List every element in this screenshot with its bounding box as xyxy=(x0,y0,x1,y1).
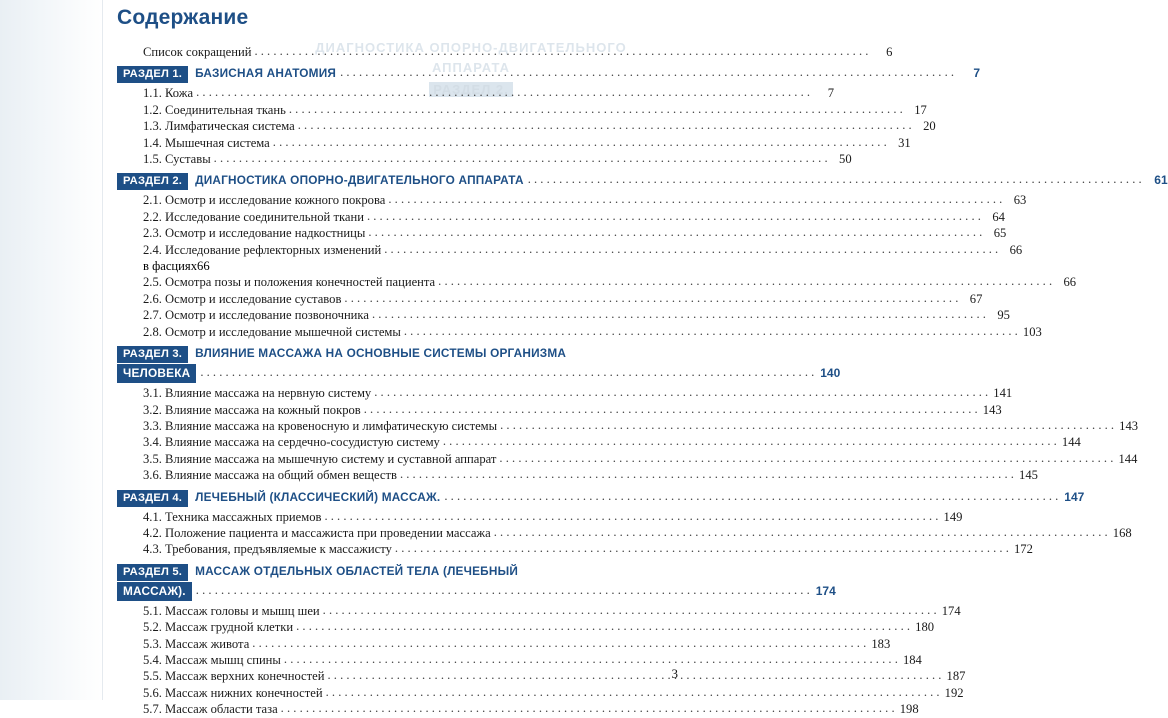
toc-entry-label: 3.3. Влияние массажа на кровеносную и лимфатическую системы xyxy=(143,418,498,433)
ghost-text-line-1: ДИАГНОСТИКА ОПОРНО-ДВИГАТЕЛЬНОГО xyxy=(315,40,627,55)
toc-leader-dots xyxy=(340,65,954,77)
toc-section-title-continued xyxy=(117,582,836,601)
toc-entry[interactable] xyxy=(117,467,1038,483)
toc-entry-page: 198 xyxy=(899,702,919,717)
toc-section-page: 147 xyxy=(1064,489,1085,504)
toc-leader-dots xyxy=(254,43,868,55)
toc-entry-page: 7 xyxy=(827,86,835,101)
toc-section-page: 174 xyxy=(815,583,836,598)
toc-leader-dots xyxy=(326,684,940,696)
toc-leader-dots xyxy=(298,117,912,129)
toc-entry-label: 4.2. Положение пациента и массажиста при проведении массажа xyxy=(143,525,491,540)
toc-entry-label: 1.2. Соединительная ткань xyxy=(143,102,286,117)
toc-section-tag: РАЗДЕЛ 4. xyxy=(117,490,188,507)
toc-entry-label: 2.7. Осмотр и исследование позвоночника xyxy=(143,308,369,323)
toc-entry-label: 5.5. Массаж верхних конечностей xyxy=(143,669,325,684)
toc-entry-page: 141 xyxy=(993,386,1013,401)
toc-entry-page: 174 xyxy=(941,603,961,618)
toc-entry[interactable] xyxy=(117,451,1138,467)
toc-leader-dots xyxy=(289,101,903,113)
page-content xyxy=(117,6,1168,718)
toc-section[interactable] xyxy=(117,489,1085,507)
toc-entry[interactable] xyxy=(117,291,983,307)
toc-section-title: ЛЕЧЕБНЫЙ (КЛАССИЧЕСКИЙ) МАССАЖ. xyxy=(195,489,441,504)
toc-entry-wrapped-line[interactable] xyxy=(117,258,677,274)
toc-entry[interactable] xyxy=(117,102,927,118)
toc-entry-page: 183 xyxy=(871,636,891,651)
toc-leader-dots xyxy=(344,290,958,302)
toc-entry-page: 143 xyxy=(982,402,1002,417)
toc-entry[interactable] xyxy=(117,307,1010,323)
toc-entry-label: 4.3. Требования, предъявляемые к массажисту xyxy=(143,542,392,557)
toc-entry-page: 180 xyxy=(915,620,935,635)
toc-entry[interactable] xyxy=(117,135,911,151)
toc-entry-label: 1.3. Лимфатическая система xyxy=(143,119,295,134)
toc-entry-label: 1.4. Мышечная система xyxy=(143,135,270,150)
toc-entry[interactable] xyxy=(117,636,891,652)
toc-section-title: ВЛИЯНИЕ МАССАЖА НА ОСНОВНЫЕ СИСТЕМЫ ОРГАНИЗМА xyxy=(195,346,567,361)
toc-entry[interactable] xyxy=(117,541,1033,557)
toc-leader-dots xyxy=(400,466,1014,478)
toc-entry-label: 2.6. Осмотр и исследование суставов xyxy=(143,291,342,306)
toc-leader-dots xyxy=(499,450,1113,462)
toc-entry-page: 66 xyxy=(1009,242,1023,257)
page-number: 3 xyxy=(671,666,678,681)
toc-leader-dots xyxy=(252,635,866,647)
toc-entry-page: 168 xyxy=(1112,525,1132,540)
toc-section-tag: РАЗДЕЛ 5. xyxy=(117,564,188,581)
toc-section[interactable] xyxy=(117,66,981,83)
toc-leader-dots xyxy=(443,433,1057,445)
toc-leader-dots xyxy=(528,172,1142,184)
toc-section-bar xyxy=(117,489,1085,507)
toc-entry[interactable] xyxy=(117,324,1042,340)
toc-entry-page: 144 xyxy=(1061,435,1081,450)
toc-leader-dots xyxy=(364,401,978,413)
toc-leader-dots xyxy=(327,667,941,679)
toc-leader-dots xyxy=(500,417,1114,429)
toc-section[interactable] xyxy=(117,563,836,601)
toc-leader-dots xyxy=(200,365,814,377)
toc-entry[interactable] xyxy=(117,418,1139,434)
toc-entry[interactable] xyxy=(117,209,1005,225)
toc-section[interactable] xyxy=(117,173,1168,190)
toc-entry[interactable] xyxy=(117,619,935,635)
toc-leader-dots xyxy=(388,191,1002,203)
toc-entry[interactable] xyxy=(117,242,1023,258)
toc-entry-label: 2.4. Исследование рефлекторных изменений xyxy=(143,242,382,257)
toc-section-page: 7 xyxy=(973,66,981,81)
toc-leader-dots xyxy=(494,524,1108,536)
toc-leader-dots xyxy=(438,273,1052,285)
page-title: Содержание xyxy=(117,6,249,29)
toc-section-page: 61 xyxy=(1154,173,1168,188)
toc-entry-page: 67 xyxy=(969,291,983,306)
toc-entry-page: 20 xyxy=(923,119,936,134)
toc-leader-dots xyxy=(444,489,1058,501)
toc-entry-label: 3.6. Влияние массажа на общий обмен веществ xyxy=(143,468,397,483)
toc-entry-label: 3.4. Влияние массажа на сердечно-сосудистую систему xyxy=(143,435,440,450)
toc-leader-dots xyxy=(284,651,898,663)
toc-entry-page: 103 xyxy=(1022,324,1042,339)
toc-entry-label: 2.8. Осмотр и исследование мышечной системы xyxy=(143,324,401,339)
toc-entry[interactable] xyxy=(117,685,964,701)
page-sheet xyxy=(103,0,1168,717)
toc-entry[interactable] xyxy=(117,525,1132,541)
toc-entry[interactable] xyxy=(117,509,963,525)
toc-entry-label: 3.1. Влияние массажа на нервную систему xyxy=(143,386,372,401)
toc-section-bar xyxy=(117,564,677,581)
toc-entry[interactable] xyxy=(117,225,1007,241)
toc-leader-dots xyxy=(374,384,988,396)
toc-entry-wrapped-page: 66 xyxy=(197,259,210,274)
toc-entry-label: 1.1. Кожа xyxy=(143,86,194,101)
toc-entry-page: 65 xyxy=(993,226,1007,241)
toc-section-title: МАССАЖ ОТДЕЛЬНЫХ ОБЛАСТЕЙ ТЕЛА (ЛЕЧЕБНЫЙ xyxy=(195,563,519,578)
toc-section-tag: РАЗДЕЛ 1. xyxy=(117,66,188,83)
ghost-text-line-2: АППАРАТА xyxy=(431,60,511,75)
toc-entry-label: 2.3. Осмотр и исследование надкостницы xyxy=(143,226,366,241)
toc-leader-dots xyxy=(372,306,986,318)
toc-entry-label: 2.2. Исследование соединительной ткани xyxy=(143,209,364,224)
toc-leader-dots xyxy=(404,323,1018,335)
toc-entry-label: 4.1. Техника массажных приемов xyxy=(143,509,322,524)
toc-entry-label: 2.1. Осмотр и исследование кожного покрова xyxy=(143,193,386,208)
table-of-contents xyxy=(117,44,1168,718)
toc-entry-page: 172 xyxy=(1013,542,1033,557)
toc-entry-page: 184 xyxy=(902,652,922,667)
toc-entry-page: 64 xyxy=(992,209,1005,224)
toc-entry[interactable] xyxy=(117,85,835,101)
toc-entry[interactable] xyxy=(117,385,1013,401)
toc-entry-label: 5.3. Массаж живота xyxy=(143,636,250,651)
toc-entry[interactable] xyxy=(117,652,922,668)
toc-entry-page: 50 xyxy=(839,152,852,167)
toc-leader-dots xyxy=(196,583,810,595)
toc-entry-label: 3.5. Влияние массажа на мышечную систему и суставной аппарат xyxy=(143,451,497,466)
toc-entry[interactable] xyxy=(117,668,966,684)
toc-section-tag: РАЗДЕЛ 3. xyxy=(117,346,188,363)
toc-entry[interactable] xyxy=(117,118,936,134)
toc-entry[interactable] xyxy=(117,402,1002,418)
toc-entry-page: 143 xyxy=(1119,418,1139,433)
toc-entry-page: 149 xyxy=(943,509,963,524)
toc-leader-dots xyxy=(214,150,828,162)
toc-leader-dots xyxy=(273,134,887,146)
toc-leader-dots xyxy=(281,700,895,712)
toc-entry-page: 66 xyxy=(1063,275,1077,290)
toc-entry-page: 6 xyxy=(886,45,893,59)
toc-entry-label: 2.5. Осмотра позы и положения конечностей пациента xyxy=(143,275,436,290)
toc-leader-dots xyxy=(395,540,1009,552)
toc-entry-label: 1.5. Суставы xyxy=(143,152,211,167)
toc-leader-dots xyxy=(367,208,981,220)
toc-entry[interactable] xyxy=(117,274,1077,290)
toc-entry-page: 63 xyxy=(1013,193,1027,208)
toc-section-tag: РАЗДЕЛ 2. xyxy=(117,173,188,190)
toc-section-title: БАЗИСНАЯ АНАТОМИЯ xyxy=(195,66,337,81)
toc-entry[interactable] xyxy=(117,151,852,167)
toc-entry[interactable] xyxy=(117,192,1027,208)
toc-entry-front-matter[interactable] xyxy=(117,44,893,60)
toc-entry-page: 144 xyxy=(1118,451,1138,466)
toc-entry[interactable] xyxy=(117,434,1081,450)
toc-leader-dots xyxy=(324,508,938,520)
toc-entry[interactable] xyxy=(117,603,961,619)
toc-entry-label: 5.1. Массаж головы и мышц шеи xyxy=(143,603,320,618)
toc-entry-wrapped-label: в фасциях xyxy=(143,259,198,274)
ghost-text-badge: РАЗДЕЛ 2. xyxy=(429,82,513,97)
toc-entry-label: 5.7. Массаж области таза xyxy=(143,702,278,717)
page-gutter-shadow xyxy=(0,0,103,700)
toc-section-title-continued-text: ЧЕЛОВЕКА xyxy=(117,364,196,383)
toc-entry-page: 145 xyxy=(1019,468,1038,483)
toc-entry-label: 5.2. Массаж грудной клетки xyxy=(143,620,294,635)
toc-entry-page: 31 xyxy=(898,135,911,150)
toc-section-bar xyxy=(117,66,981,83)
toc-section[interactable] xyxy=(117,346,841,383)
toc-leader-dots xyxy=(196,84,810,96)
toc-entry-page: 95 xyxy=(997,308,1010,323)
toc-leader-dots xyxy=(323,602,937,614)
toc-section-title: ДИАГНОСТИКА ОПОРНО-ДВИГАТЕЛЬНОГО АППАРАТА xyxy=(195,173,524,188)
toc-entry-page: 187 xyxy=(946,669,966,684)
toc-entry-label: 5.6. Массаж нижних конечностей xyxy=(143,685,323,700)
toc-entry[interactable] xyxy=(117,701,919,717)
toc-leader-dots xyxy=(368,224,982,236)
toc-entry-page: 17 xyxy=(914,102,927,117)
toc-entry-label: 3.2. Влияние массажа на кожный покров xyxy=(143,402,361,417)
toc-section-title-continued-text: МАССАЖ). xyxy=(117,582,192,601)
toc-leader-dots xyxy=(384,241,998,253)
toc-section-bar xyxy=(117,346,677,363)
toc-section-page: 140 xyxy=(820,366,841,381)
toc-entry-label: Список сокращений xyxy=(143,45,252,59)
toc-leader-dots xyxy=(296,618,910,630)
toc-entry-label: 5.4. Массаж мышц спины xyxy=(143,652,281,667)
toc-entry-page: 192 xyxy=(944,685,964,700)
toc-section-bar xyxy=(117,173,1168,190)
toc-section-title-continued xyxy=(117,364,841,383)
